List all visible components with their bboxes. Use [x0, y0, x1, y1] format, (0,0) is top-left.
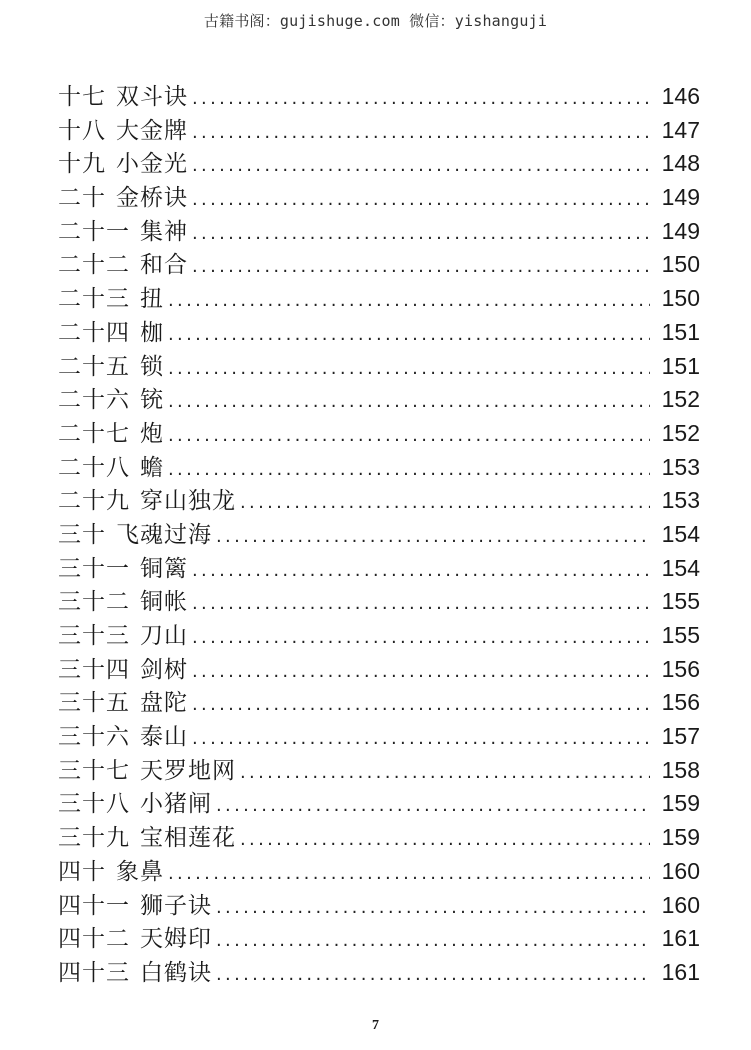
- toc-entry: [58, 282, 700, 316]
- entry-number: 二十七: [58, 420, 130, 447]
- entry-page: 159: [661, 824, 700, 851]
- dot-leader: [168, 352, 650, 386]
- entry-page: 150: [661, 251, 700, 278]
- entry-page: 148: [661, 150, 700, 177]
- entry-page: 156: [661, 655, 700, 682]
- entry-number: 四十二: [58, 926, 130, 953]
- entry-title: 天罗地网: [140, 757, 236, 784]
- entry-page: 161: [661, 925, 700, 952]
- entry-title: 锁: [140, 353, 164, 380]
- entry-number: 三十七: [58, 757, 130, 784]
- dot-leader: [192, 587, 650, 621]
- toc-entry: [58, 653, 700, 687]
- entry-title: 和合: [140, 252, 188, 279]
- entry-number: 十八: [58, 117, 106, 144]
- entry-page: 153: [661, 453, 700, 480]
- entry-title: 扭: [140, 286, 164, 313]
- toc-entry: [58, 889, 700, 923]
- dot-leader: [216, 924, 650, 958]
- entry-title: 炮: [140, 420, 164, 447]
- watermark-header: 古籍书阁：gujishuge.com 微信：yishanguji: [203, 12, 548, 30]
- dot-leader: [216, 958, 650, 992]
- entry-title: 象鼻: [116, 858, 164, 885]
- entry-page: 151: [661, 318, 700, 345]
- dot-leader: [192, 149, 650, 183]
- dot-leader: [192, 655, 650, 689]
- entry-title: 狮子诀: [140, 892, 212, 919]
- entry-number: 三十: [58, 521, 106, 548]
- entry-title: 大金牌: [116, 117, 188, 144]
- entry-title: 宝相莲花: [140, 825, 236, 852]
- toc-entry: [58, 181, 700, 215]
- entry-number: 十九: [58, 151, 106, 178]
- entry-title: 小猪闸: [140, 791, 212, 818]
- entry-page: 149: [661, 184, 700, 211]
- dot-leader: [168, 284, 650, 318]
- toc-entry: [58, 350, 700, 384]
- toc-entry: [58, 80, 700, 114]
- entry-page: 156: [661, 689, 700, 716]
- entry-number: 三十八: [58, 791, 130, 818]
- entry-title: 飞魂过海: [116, 521, 212, 548]
- dot-leader: [216, 891, 650, 925]
- dot-leader: [192, 621, 650, 655]
- dot-leader: [240, 756, 650, 790]
- toc-entry: [58, 451, 700, 485]
- toc-entry: [58, 922, 700, 956]
- entry-title: 铳: [140, 387, 164, 414]
- entry-title: 盘陀: [140, 690, 188, 717]
- entry-number: 三十一: [58, 555, 130, 582]
- entry-title: 刀山: [140, 623, 188, 649]
- dot-leader: [168, 385, 650, 419]
- toc-entry: [58, 383, 700, 417]
- entry-title: 白鹤诀: [140, 959, 212, 986]
- entry-page: 158: [661, 756, 700, 783]
- entry-page: 152: [661, 386, 700, 413]
- entry-number: 二十三: [58, 286, 130, 313]
- entry-page: 155: [661, 588, 700, 615]
- entry-number: 三十四: [58, 656, 130, 683]
- dot-leader: [168, 453, 650, 487]
- dot-leader: [192, 82, 650, 116]
- entry-number: 二十: [58, 185, 106, 212]
- toc-entry: [58, 787, 700, 821]
- entry-number: 三十三: [58, 623, 130, 649]
- entry-title: 铜帐: [140, 589, 188, 616]
- dot-leader: [168, 857, 650, 891]
- entry-page: 154: [661, 520, 700, 547]
- entry-number: 三十六: [58, 724, 130, 751]
- dot-leader: [192, 183, 650, 217]
- toc-entry: [58, 720, 700, 754]
- entry-title: 集神: [140, 218, 188, 245]
- entry-page: 160: [661, 891, 700, 918]
- toc-entry: [58, 821, 700, 855]
- entry-page: 153: [661, 487, 700, 514]
- entry-number: 二十二: [58, 252, 130, 279]
- entry-title: 剑树: [140, 656, 188, 683]
- dot-leader: [192, 722, 650, 756]
- dot-leader: [168, 318, 650, 352]
- entry-page: 151: [661, 352, 700, 379]
- entry-title: 穿山独龙: [140, 488, 236, 515]
- entry-number: 二十九: [58, 488, 130, 515]
- dot-leader: [240, 823, 650, 857]
- toc-entry: [58, 316, 700, 350]
- dot-leader: [192, 250, 650, 284]
- toc-entry: [58, 484, 700, 518]
- dot-leader: [216, 789, 650, 823]
- entry-number: 十七: [58, 84, 106, 110]
- entry-page: 155: [661, 622, 700, 648]
- dot-leader: [192, 116, 650, 150]
- entry-number: 三十五: [58, 690, 130, 717]
- entry-page: 149: [661, 217, 700, 244]
- entry-number: 二十六: [58, 387, 130, 414]
- entry-number: 三十二: [58, 589, 130, 616]
- entry-number: 二十一: [58, 218, 130, 245]
- entry-number: 二十八: [58, 454, 130, 481]
- entry-number: 三十九: [58, 825, 130, 852]
- entry-page: 146: [661, 83, 700, 109]
- entry-title: 蟾: [140, 454, 164, 481]
- entry-page: 154: [661, 554, 700, 581]
- entry-number: 二十五: [58, 353, 130, 380]
- toc-entry: [58, 552, 700, 586]
- entry-title: 铜篱: [140, 555, 188, 582]
- dot-leader: [168, 419, 650, 453]
- toc-entry: [58, 619, 700, 653]
- entry-page: 161: [661, 958, 700, 985]
- dot-leader: [192, 217, 650, 251]
- dot-leader: [240, 486, 650, 520]
- entry-page: 157: [661, 723, 700, 750]
- entry-title: 金桥诀: [116, 185, 188, 212]
- entry-page: 160: [661, 857, 700, 884]
- entry-page: 152: [661, 419, 700, 446]
- entry-title: 双斗诀: [116, 84, 188, 110]
- toc-entry: [58, 754, 700, 788]
- page-number: 7: [372, 1018, 379, 1033]
- entry-number: 四十一: [58, 892, 130, 919]
- toc-entry: [58, 248, 700, 282]
- toc-entry: [58, 147, 700, 181]
- entry-title: 天姆印: [140, 926, 212, 953]
- toc-entry: [58, 855, 700, 889]
- dot-leader: [216, 520, 650, 554]
- entry-title: 枷: [140, 319, 164, 346]
- toc-entry: [58, 215, 700, 249]
- toc-entry: [58, 417, 700, 451]
- toc-entry: [58, 585, 700, 619]
- entry-page: 150: [661, 285, 700, 312]
- table-of-contents: [58, 80, 700, 990]
- toc-entry: [58, 956, 700, 990]
- entry-title: 泰山: [140, 724, 188, 751]
- entry-page: 159: [661, 790, 700, 817]
- dot-leader: [192, 688, 650, 722]
- dot-leader: [192, 554, 650, 588]
- entry-title: 小金光: [116, 151, 188, 178]
- entry-page: 147: [661, 116, 700, 143]
- entry-number: 二十四: [58, 319, 130, 346]
- entry-number: 四十: [58, 858, 106, 885]
- toc-entry: [58, 686, 700, 720]
- entry-number: 四十三: [58, 959, 130, 986]
- toc-entry: [58, 114, 700, 148]
- toc-entry: [58, 518, 700, 552]
